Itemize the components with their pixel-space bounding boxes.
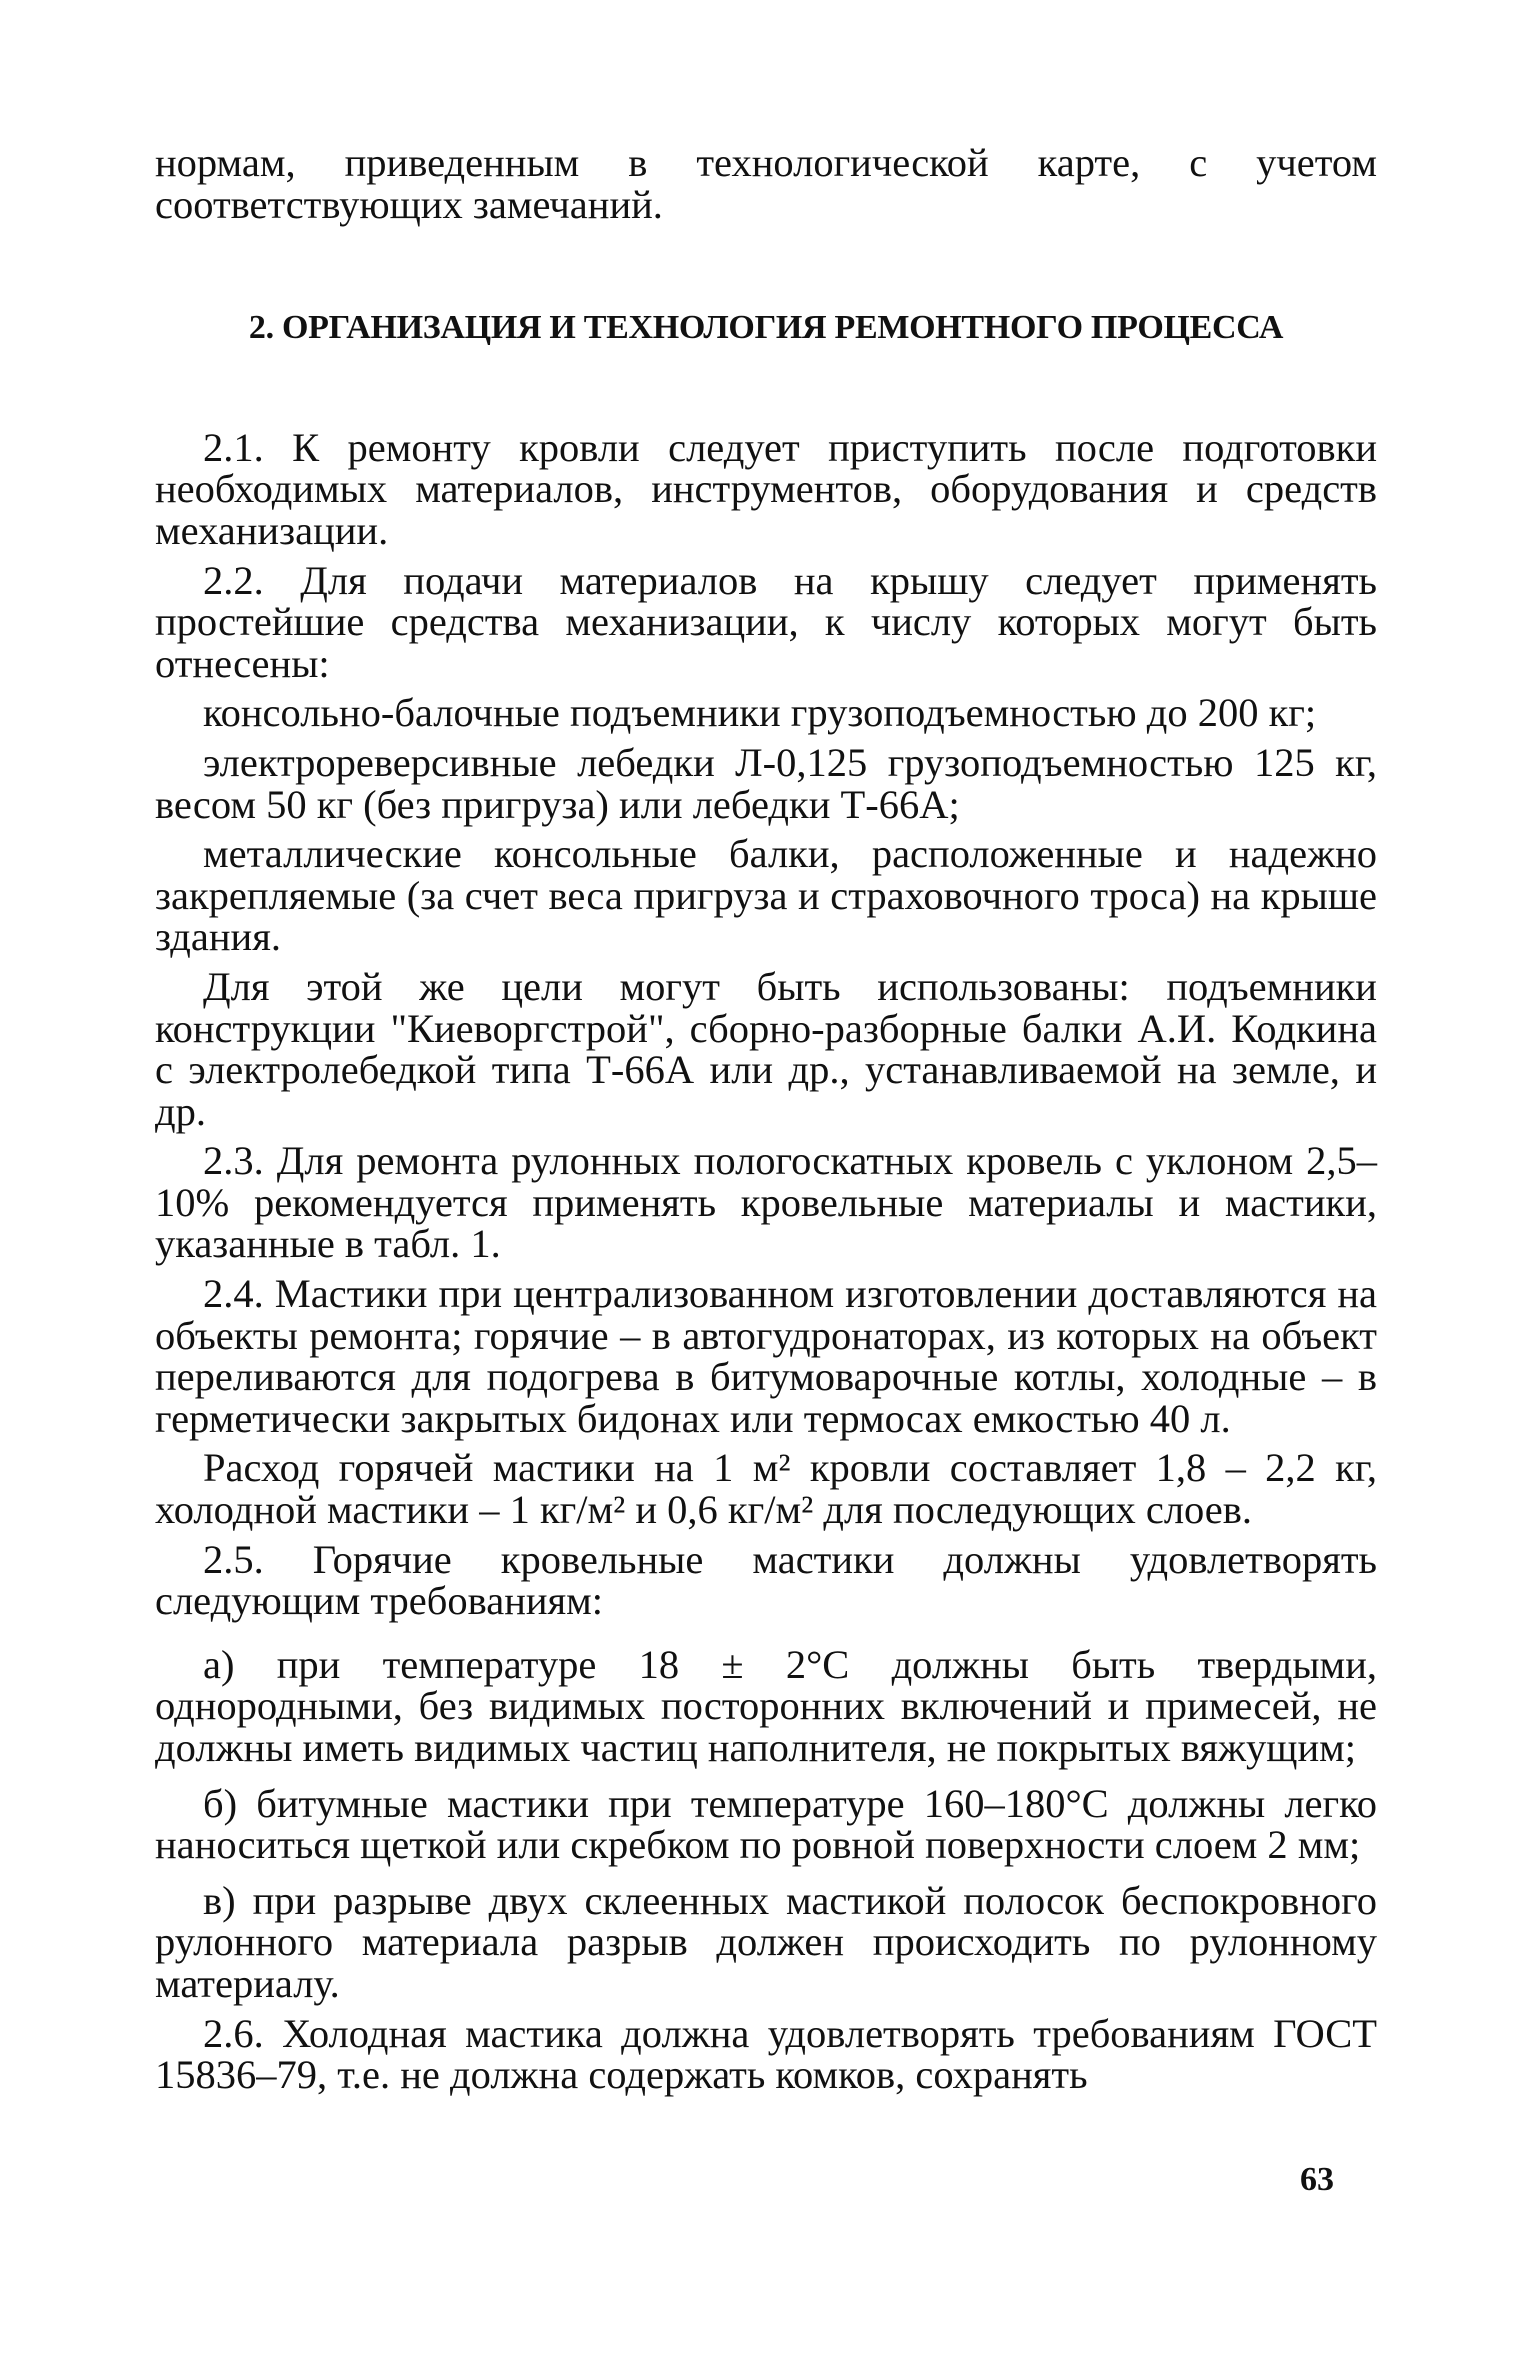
list-item-beams: металлические консольные балки, расположенные и надежно закрепляемые (за счет веса пригруза и страховочного троса) на крыше здания. [155, 831, 1377, 960]
section-title: 2. ОРГАНИЗАЦИЯ И ТЕХНОЛОГИЯ РЕМОНТНОГО ПРОЦЕССА [248, 309, 1284, 347]
requirement-c: в) при разрыве двух склеенных мастикой полосок беспокровного рулонного материала разрыв должен происходить по рулонному материалу. [155, 1877, 1377, 2006]
paragraph-also-used: Для этой же цели могут быть использованы: подъемники конструкции "Киеворгстрой", сборно-разборные балки А.И. Кодкина с электролебедкой типа Т-66А или др., устанавливаемой на земле, и др. [155, 963, 1377, 1134]
paragraph-2-4: 2.4. Мастики при централизованном изготовлении доставляются на объекты ремонта; горячие – в автогудронаторах, из которых на объект переливаются для подогрева в битумоварочные котлы, холодные – в герметически закрытых бидонах или термосах емкостью 40 л. [155, 1271, 1377, 1441]
paragraph-2-1: 2.1. К ремонту кровли следует приступить после подготовки необходимых материалов, инструментов, оборудования и средств механизации. [155, 424, 1377, 553]
list-item-winches: электрореверсивные лебедки Л-0,125 грузоподъемностью 125 кг, весом 50 кг (без пригруза) или лебедки Т-66А; [155, 739, 1377, 827]
paragraph-2-3: 2.3. Для ремонта рулонных пологоскатных кровель с уклоном 2,5–10% рекомендуется применять кровельные материалы и мастики, указанные в табл. 1. [155, 1138, 1377, 1267]
list-item-lifts: консольно-балочные подъемники грузоподъемностью до 200 кг; [203, 690, 1317, 736]
requirement-b: б) битумные мастики при температуре 160–180°С должны легко наноситься щеткой или скребком по ровной поверхности слоем 2 мм; [155, 1780, 1377, 1868]
page-number: 63 [1300, 2161, 1334, 2198]
paragraph-2-5: 2.5. Горячие кровельные мастики должны удовлетворять следующим требованиям: [155, 1536, 1377, 1624]
body-text [155, 142, 1377, 2096]
paragraph-consumption: Расход горячей мастики на 1 м² кровли составляет 1,8 – 2,2 кг, холодной мастики – 1 кг/м² и 0,6 кг/м² для последующих слоев. [155, 1445, 1377, 1533]
paragraph-2-2: 2.2. Для подачи материалов на крышу следует применять простейшие средства механизации, к числу которых могут быть отнесены: [155, 557, 1377, 686]
intro-paragraph: нормам, приведенным в технологической карте, с учетом соответствующих замечаний. [155, 140, 1377, 227]
requirement-a: а) при температуре 18 ± 2°С должны быть твердыми, однородными, без видимых посторонних включений и примесей, не должны иметь видимых частиц наполнителя, не покрытых вяжущим; [155, 1641, 1377, 1770]
paragraph-2-6: 2.6. Холодная мастика должна удовлетворять требованиям ГОСТ 15836–79, т.е. не должна содержать комков, сохранять [155, 2010, 1377, 2098]
